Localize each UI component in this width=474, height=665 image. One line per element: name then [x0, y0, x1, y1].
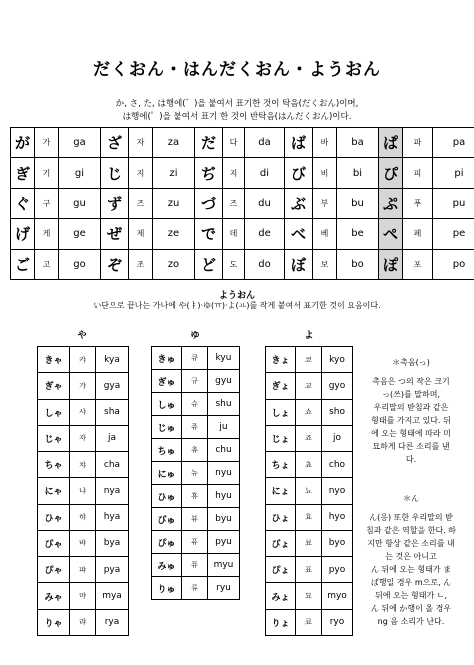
- hiragana-cell: じゃ: [38, 425, 70, 451]
- romaji-cell: ba: [337, 128, 379, 158]
- yoon-row: [38, 373, 129, 399]
- hiragana-cell: りょ: [266, 609, 296, 635]
- hiragana-cell: ぎ: [11, 158, 35, 188]
- note-line: っ(쓰)를 말하며,: [382, 390, 440, 399]
- romaji-cell: de: [245, 219, 285, 249]
- korean-cell: 랴: [70, 609, 96, 635]
- yoon-row: [266, 504, 353, 530]
- hiragana-cell: ぴゅ: [152, 531, 182, 554]
- note-line: ば행일 경우 m으로, ん: [370, 578, 452, 587]
- korean-cell: 료: [296, 609, 322, 635]
- korean-cell: 고: [35, 249, 59, 279]
- korean-cell: 샤: [70, 399, 96, 425]
- yoon-row: [152, 439, 240, 462]
- romaji-cell: hya: [96, 504, 129, 530]
- romaji-cell: hyu: [208, 485, 240, 508]
- romaji-cell: do: [245, 249, 285, 279]
- korean-cell: 제: [129, 219, 153, 249]
- note-line: 묘하게 다른 소리를 낸: [372, 442, 450, 451]
- romaji-cell: pi: [433, 158, 474, 188]
- hiragana-cell: ひゃ: [38, 504, 70, 530]
- hiragana-cell: ぷ: [379, 188, 403, 218]
- yoon-row: [266, 530, 353, 556]
- yoon-row: [38, 452, 129, 478]
- hiragana-cell: ぎょ: [266, 373, 296, 399]
- hiragana-cell: ご: [11, 249, 35, 279]
- romaji-cell: gu: [59, 188, 101, 218]
- hiragana-cell: づ: [195, 188, 223, 218]
- korean-cell: 비: [313, 158, 337, 188]
- yoon-title: ようおん: [218, 291, 255, 301]
- hiragana-cell: びゅ: [152, 508, 182, 531]
- kana-row: [11, 219, 474, 249]
- hiragana-cell: ぐ: [11, 188, 35, 218]
- romaji-cell: sha: [96, 399, 129, 425]
- korean-cell: 휴: [182, 485, 208, 508]
- korean-cell: 조: [129, 249, 153, 279]
- romaji-cell: ryu: [208, 577, 240, 600]
- hiragana-cell: みゅ: [152, 554, 182, 577]
- intro-line-2: は행에(゜)을 붙여서 표기 한 것이 반탁음(はんだくおん)이다.: [122, 112, 352, 122]
- korean-cell: 구: [35, 188, 59, 218]
- note-line: ん 뒤에 か행이 올 경우: [370, 604, 452, 613]
- korean-cell: 푸: [403, 188, 433, 218]
- romaji-cell: du: [245, 188, 285, 218]
- romaji-cell: di: [245, 158, 285, 188]
- hiragana-cell: ぺ: [379, 219, 403, 249]
- n-note: [360, 492, 462, 628]
- korean-cell: 뷰: [182, 508, 208, 531]
- romaji-cell: bya: [96, 530, 129, 556]
- yoon-description: い단으로 끝나는 가나에 や(ㅑ)·ゆ(ㅠ)·よ(ㅛ)를 작게 붙여서 표기한 것이 요음이다.: [93, 301, 381, 310]
- yoon-row: [38, 583, 129, 609]
- romaji-cell: gyu: [208, 370, 240, 393]
- romaji-cell: zo: [153, 249, 195, 279]
- hiragana-cell: ず: [101, 188, 129, 218]
- yoon-row: [266, 452, 353, 478]
- page-title: だくおん・はんだくおん・ようおん: [93, 60, 381, 80]
- romaji-cell: sho: [322, 399, 353, 425]
- korean-cell: 지: [129, 158, 153, 188]
- korean-cell: 다: [223, 128, 245, 158]
- hiragana-cell: ざ: [101, 128, 129, 158]
- romaji-cell: rya: [96, 609, 129, 635]
- romaji-cell: ga: [59, 128, 101, 158]
- hiragana-cell: だ: [195, 128, 223, 158]
- romaji-cell: bi: [337, 158, 379, 188]
- note-line: 지만 항상 같은 소리를 내: [367, 539, 455, 548]
- korean-cell: 베: [313, 219, 337, 249]
- yu-header: ゆ: [190, 331, 200, 341]
- romaji-cell: gya: [96, 373, 129, 399]
- romaji-cell: byo: [322, 530, 353, 556]
- note-line: 뒤에 오는 형태가 ㄴ,: [375, 591, 447, 600]
- hiragana-cell: にょ: [266, 478, 296, 504]
- korean-cell: 기: [35, 158, 59, 188]
- korean-cell: 쵸: [296, 452, 322, 478]
- yoon-row: [152, 485, 240, 508]
- hiragana-cell: じょ: [266, 425, 296, 451]
- korean-cell: 즈: [223, 188, 245, 218]
- korean-cell: 쇼: [296, 399, 322, 425]
- romaji-cell: be: [337, 219, 379, 249]
- korean-cell: 큐: [182, 347, 208, 370]
- romaji-cell: bu: [337, 188, 379, 218]
- romaji-cell: pyo: [322, 557, 353, 583]
- romaji-cell: bo: [337, 249, 379, 279]
- romaji-cell: pe: [433, 219, 474, 249]
- korean-cell: 쥬: [182, 416, 208, 439]
- hiragana-cell: ぴ: [379, 158, 403, 188]
- yoon-row: [38, 557, 129, 583]
- hiragana-cell: にゅ: [152, 462, 182, 485]
- romaji-cell: jo: [322, 425, 353, 451]
- korean-cell: 표: [296, 557, 322, 583]
- korean-cell: 데: [223, 219, 245, 249]
- note-line: ＊촉음(っ): [392, 358, 430, 367]
- yoon-row: [38, 504, 129, 530]
- hiragana-cell: ぱ: [379, 128, 403, 158]
- romaji-cell: cho: [322, 452, 353, 478]
- yo-header: よ: [304, 331, 314, 341]
- yoon-row: [152, 577, 240, 600]
- korean-cell: 뉴: [182, 462, 208, 485]
- note-line: 우리말의 받침과 같은: [373, 403, 449, 412]
- romaji-cell: pu: [433, 188, 474, 218]
- note-line: ん 뒤에 오는 형태가 ま: [370, 565, 452, 574]
- korean-cell: 지: [223, 158, 245, 188]
- romaji-cell: myo: [322, 583, 353, 609]
- korean-cell: 퓨: [182, 531, 208, 554]
- hiragana-cell: ちょ: [266, 452, 296, 478]
- romaji-cell: ju: [208, 416, 240, 439]
- yoon-row: [152, 416, 240, 439]
- hiragana-cell: ぎゅ: [152, 370, 182, 393]
- romaji-cell: ja: [96, 425, 129, 451]
- korean-cell: 규: [182, 370, 208, 393]
- yoon-row: [266, 583, 353, 609]
- yoon-row: [152, 508, 240, 531]
- kana-row: [11, 188, 474, 218]
- romaji-cell: myu: [208, 554, 240, 577]
- romaji-cell: pyu: [208, 531, 240, 554]
- yoon-row: [266, 373, 353, 399]
- yoon-row: [152, 393, 240, 416]
- note-line: 촉음은 つ의 작은 크기: [372, 377, 450, 386]
- romaji-cell: kyu: [208, 347, 240, 370]
- romaji-cell: zu: [153, 188, 195, 218]
- kana-row: [11, 249, 474, 279]
- romaji-cell: byu: [208, 508, 240, 531]
- hiragana-cell: みょ: [266, 583, 296, 609]
- korean-cell: 먀: [70, 583, 96, 609]
- hiragana-cell: ぼ: [285, 249, 313, 279]
- romaji-cell: zi: [153, 158, 195, 188]
- yoon-row: [38, 609, 129, 635]
- yoon-row: [38, 347, 129, 373]
- korean-cell: 뇨: [296, 478, 322, 504]
- romaji-cell: nyu: [208, 462, 240, 485]
- korean-cell: 보: [313, 249, 337, 279]
- yoon-row: [152, 462, 240, 485]
- korean-cell: 포: [403, 249, 433, 279]
- ya-table: [37, 346, 129, 636]
- hiragana-cell: ぴゃ: [38, 557, 70, 583]
- yoon-row: [38, 425, 129, 451]
- hiragana-cell: りゅ: [152, 577, 182, 600]
- note-line: 침과 같은 역할을 한다. 하: [366, 526, 456, 535]
- hiragana-cell: にゃ: [38, 478, 70, 504]
- romaji-cell: nya: [96, 478, 129, 504]
- korean-cell: 자: [129, 128, 153, 158]
- note-line: ＊ん: [403, 494, 419, 503]
- yoon-row: [266, 347, 353, 373]
- korean-cell: 효: [296, 504, 322, 530]
- romaji-cell: go: [59, 249, 101, 279]
- hiragana-cell: ぜ: [101, 219, 129, 249]
- romaji-cell: cha: [96, 452, 129, 478]
- korean-cell: 죠: [296, 425, 322, 451]
- hiragana-cell: びょ: [266, 530, 296, 556]
- korean-cell: 뮤: [182, 554, 208, 577]
- romaji-cell: kyo: [322, 347, 353, 373]
- romaji-cell: ge: [59, 219, 101, 249]
- hiragana-cell: きょ: [266, 347, 296, 373]
- romaji-cell: po: [433, 249, 474, 279]
- note-line: 는 것은 아니고: [385, 552, 437, 561]
- intro-line-1: か, さ, た, は행에(゛)을 붙여서 표기한 것이 탁음(だくおん)이며,: [115, 99, 359, 109]
- hiragana-cell: で: [195, 219, 223, 249]
- romaji-cell: chu: [208, 439, 240, 462]
- hiragana-cell: ひょ: [266, 504, 296, 530]
- hiragana-cell: ぞ: [101, 249, 129, 279]
- hiragana-cell: ひゅ: [152, 485, 182, 508]
- korean-cell: 츄: [182, 439, 208, 462]
- romaji-cell: nyo: [322, 478, 353, 504]
- hiragana-cell: べ: [285, 219, 313, 249]
- korean-cell: 도: [223, 249, 245, 279]
- yoon-row: [266, 399, 353, 425]
- hiragana-cell: び: [285, 158, 313, 188]
- romaji-cell: shu: [208, 393, 240, 416]
- yoon-row: [38, 530, 129, 556]
- korean-cell: 뱌: [70, 530, 96, 556]
- korean-cell: 즈: [129, 188, 153, 218]
- hiragana-cell: みゃ: [38, 583, 70, 609]
- note-line: 에 오는 형태에 따라 미: [371, 429, 451, 438]
- yoon-row: [266, 609, 353, 635]
- korean-cell: 슈: [182, 393, 208, 416]
- korean-cell: 게: [35, 219, 59, 249]
- korean-cell: 캬: [70, 347, 96, 373]
- korean-cell: 묘: [296, 583, 322, 609]
- note-line: 형태를 가지고 있다. 뒤: [371, 416, 451, 425]
- hiragana-cell: ぢ: [195, 158, 223, 188]
- korean-cell: 가: [35, 128, 59, 158]
- kana-row: [11, 128, 474, 158]
- sokuon-note: [360, 356, 462, 466]
- hiragana-cell: きゅ: [152, 347, 182, 370]
- yoon-row: [266, 557, 353, 583]
- korean-cell: 교: [296, 373, 322, 399]
- yoon-row: [266, 425, 353, 451]
- korean-cell: 냐: [70, 478, 96, 504]
- kana-row: [11, 158, 474, 188]
- romaji-cell: ze: [153, 219, 195, 249]
- hiragana-cell: ぽ: [379, 249, 403, 279]
- hiragana-cell: げ: [11, 219, 35, 249]
- romaji-cell: gyo: [322, 373, 353, 399]
- yoon-row: [152, 554, 240, 577]
- korean-cell: 쿄: [296, 347, 322, 373]
- hiragana-cell: しょ: [266, 399, 296, 425]
- korean-cell: 피: [403, 158, 433, 188]
- romaji-cell: mya: [96, 583, 129, 609]
- hiragana-cell: ば: [285, 128, 313, 158]
- romaji-cell: ryo: [322, 609, 353, 635]
- yoon-row: [38, 399, 129, 425]
- yoon-row: [38, 478, 129, 504]
- yoon-row: [152, 370, 240, 393]
- hiragana-cell: じ: [101, 158, 129, 188]
- yoon-row: [152, 531, 240, 554]
- korean-cell: 뵤: [296, 530, 322, 556]
- romaji-cell: hyo: [322, 504, 353, 530]
- hiragana-cell: りゃ: [38, 609, 70, 635]
- romaji-cell: kya: [96, 347, 129, 373]
- romaji-cell: za: [153, 128, 195, 158]
- korean-cell: 부: [313, 188, 337, 218]
- korean-cell: 챠: [70, 452, 96, 478]
- hiragana-cell: ちゅ: [152, 439, 182, 462]
- hiragana-cell: が: [11, 128, 35, 158]
- note-line: ng 음 소리가 난다.: [377, 617, 445, 626]
- note-line: 다.: [405, 455, 417, 464]
- hiragana-cell: しゅ: [152, 393, 182, 416]
- hiragana-cell: ちゃ: [38, 452, 70, 478]
- hiragana-cell: ぴょ: [266, 557, 296, 583]
- dakuon-handakuon-table: [10, 127, 474, 280]
- note-line: ん(응) 또한 우리말의 받: [369, 513, 453, 522]
- korean-cell: 파: [403, 128, 433, 158]
- yu-table: [151, 346, 240, 600]
- yo-table: [265, 346, 353, 636]
- hiragana-cell: じゅ: [152, 416, 182, 439]
- hiragana-cell: きゃ: [38, 347, 70, 373]
- romaji-cell: gi: [59, 158, 101, 188]
- romaji-cell: pa: [433, 128, 474, 158]
- romaji-cell: pya: [96, 557, 129, 583]
- korean-cell: 바: [313, 128, 337, 158]
- korean-cell: 페: [403, 219, 433, 249]
- hiragana-cell: びゃ: [38, 530, 70, 556]
- korean-cell: 갸: [70, 373, 96, 399]
- korean-cell: 자: [70, 425, 96, 451]
- hiragana-cell: ぶ: [285, 188, 313, 218]
- hiragana-cell: ぎゃ: [38, 373, 70, 399]
- korean-cell: 퍄: [70, 557, 96, 583]
- yoon-row: [266, 478, 353, 504]
- korean-cell: 햐: [70, 504, 96, 530]
- korean-cell: 류: [182, 577, 208, 600]
- hiragana-cell: ど: [195, 249, 223, 279]
- ya-header: や: [77, 331, 87, 341]
- romaji-cell: da: [245, 128, 285, 158]
- yoon-row: [152, 347, 240, 370]
- hiragana-cell: しゃ: [38, 399, 70, 425]
